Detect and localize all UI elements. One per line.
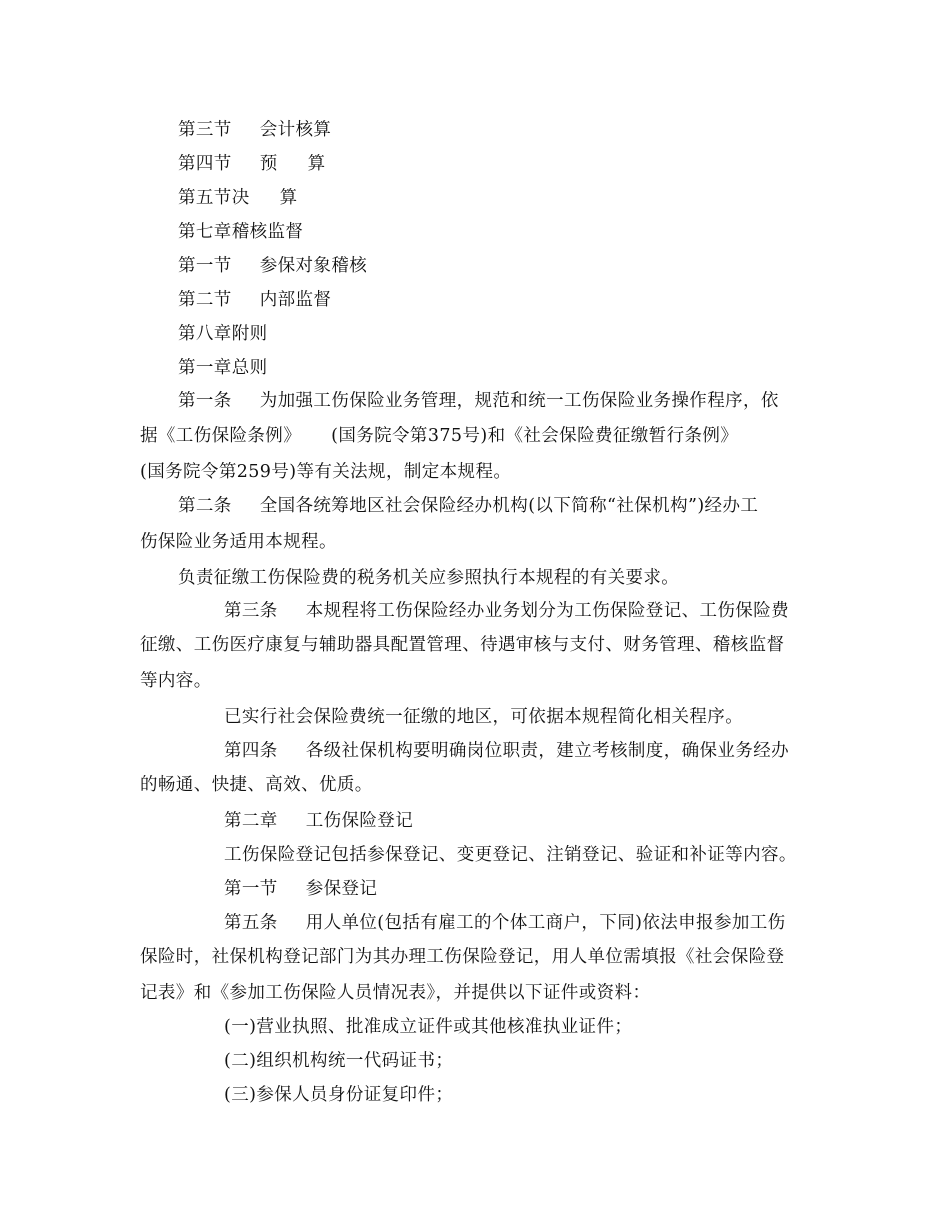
toc-section-title: 参保对象稽核 [259,256,368,276]
toc-line-audit [178,254,367,278]
toc-line-chapter7: 第七章稽核监督 [178,222,304,242]
article3-line2: 征缴、工伤医疗康复与辅助器具配置管理、待遇审核与支付、财务管理、稽核监督 [140,635,785,655]
toc-section-label: 第二节 [178,290,232,310]
toc-section-title-part: 算 [279,188,298,208]
article-label: 第三条 [224,601,278,621]
toc-section-label: 第五节决 [178,188,250,208]
article5-line2: 保险时，社保机构登记部门为其办理工伤保险登记，用人单位需填报《社会保险登 [140,947,785,967]
toc-section-title-part: 预 [259,154,278,174]
toc-line-internal [178,288,331,312]
article2-line2: 伤保险业务适用本规程。 [140,532,337,552]
toc-section-title: 内部监督 [259,290,332,310]
article4-line2: 的畅通、快捷、高效、优质。 [140,775,373,795]
toc-section-label: 第四节 [178,154,232,174]
article1-line3: (国务院令第259号)等有关法规，制定本规程。 [140,462,512,482]
list-item: (二)组织机构统一代码证书； [224,1051,454,1071]
section1-heading [224,877,377,901]
chapter2-heading [224,809,413,833]
article1-line2: 据《工伤保险条例》 (国务院令第375号)和《社会保险费征缴暂行条例》 [140,426,739,446]
toc-section-title: 会计核算 [259,120,332,140]
article3-line3: 等内容。 [140,671,212,691]
article3-extra: 已实行社会保险费统一征缴的地区，可依据本规程简化相关程序。 [224,707,744,727]
article-label: 第二条 [178,496,232,516]
article1-line1: 第一条 为加强工伤保险业务管理，规范和统一工伤保险业务操作程序，依 [178,391,779,411]
article3-line1: 第三条 本规程将工伤保险经办业务划分为工伤保险登记、工伤保险费 [224,601,790,621]
toc-line-chapter8: 第八章附则 [178,324,268,344]
toc-section-label: 第一节 [178,256,232,276]
section-title: 参保登记 [305,879,378,899]
article2-line1: 第二条 全国各统筹地区社会保险经办机构(以下简称“社保机构”)经办工 [178,496,759,516]
toc-line-final-accounts [178,186,298,210]
toc-section-title-part: 算 [307,154,326,174]
article-label: 第一条 [178,391,232,411]
section-label: 第一节 [224,879,278,899]
toc-section-label: 第三节 [178,120,232,140]
article2-extra: 负责征缴工伤保险费的税务机关应参照执行本规程的有关要求。 [178,568,680,588]
toc-line-accounting [178,118,331,142]
article5-line1: 第五条 用人单位(包括有雇工的个体工商户，下同)依法申报参加工伤 [224,913,786,933]
chapter-title: 工伤保险登记 [305,811,414,831]
toc-line-budget [178,152,326,176]
article5-line3: 记表》和《参加工伤保险人员情况表》，并提供以下证件或资料： [140,983,651,1003]
chapter2-intro: 工伤保险登记包括参保登记、变更登记、注销登记、验证和补证等内容。 [224,845,797,865]
article-label: 第四条 [224,741,278,761]
chapter-label: 第二章 [224,811,278,831]
list-item: (三)参保人员身份证复印件； [224,1085,454,1105]
list-item: (一)营业执照、批准成立证件或其他核准执业证件； [224,1017,633,1037]
chapter1-heading: 第一章总则 [178,358,268,378]
article4-line1: 第四条 各级社保机构要明确岗位职责，建立考核制度，确保业务经办 [224,741,790,761]
article-label: 第五条 [224,913,278,933]
